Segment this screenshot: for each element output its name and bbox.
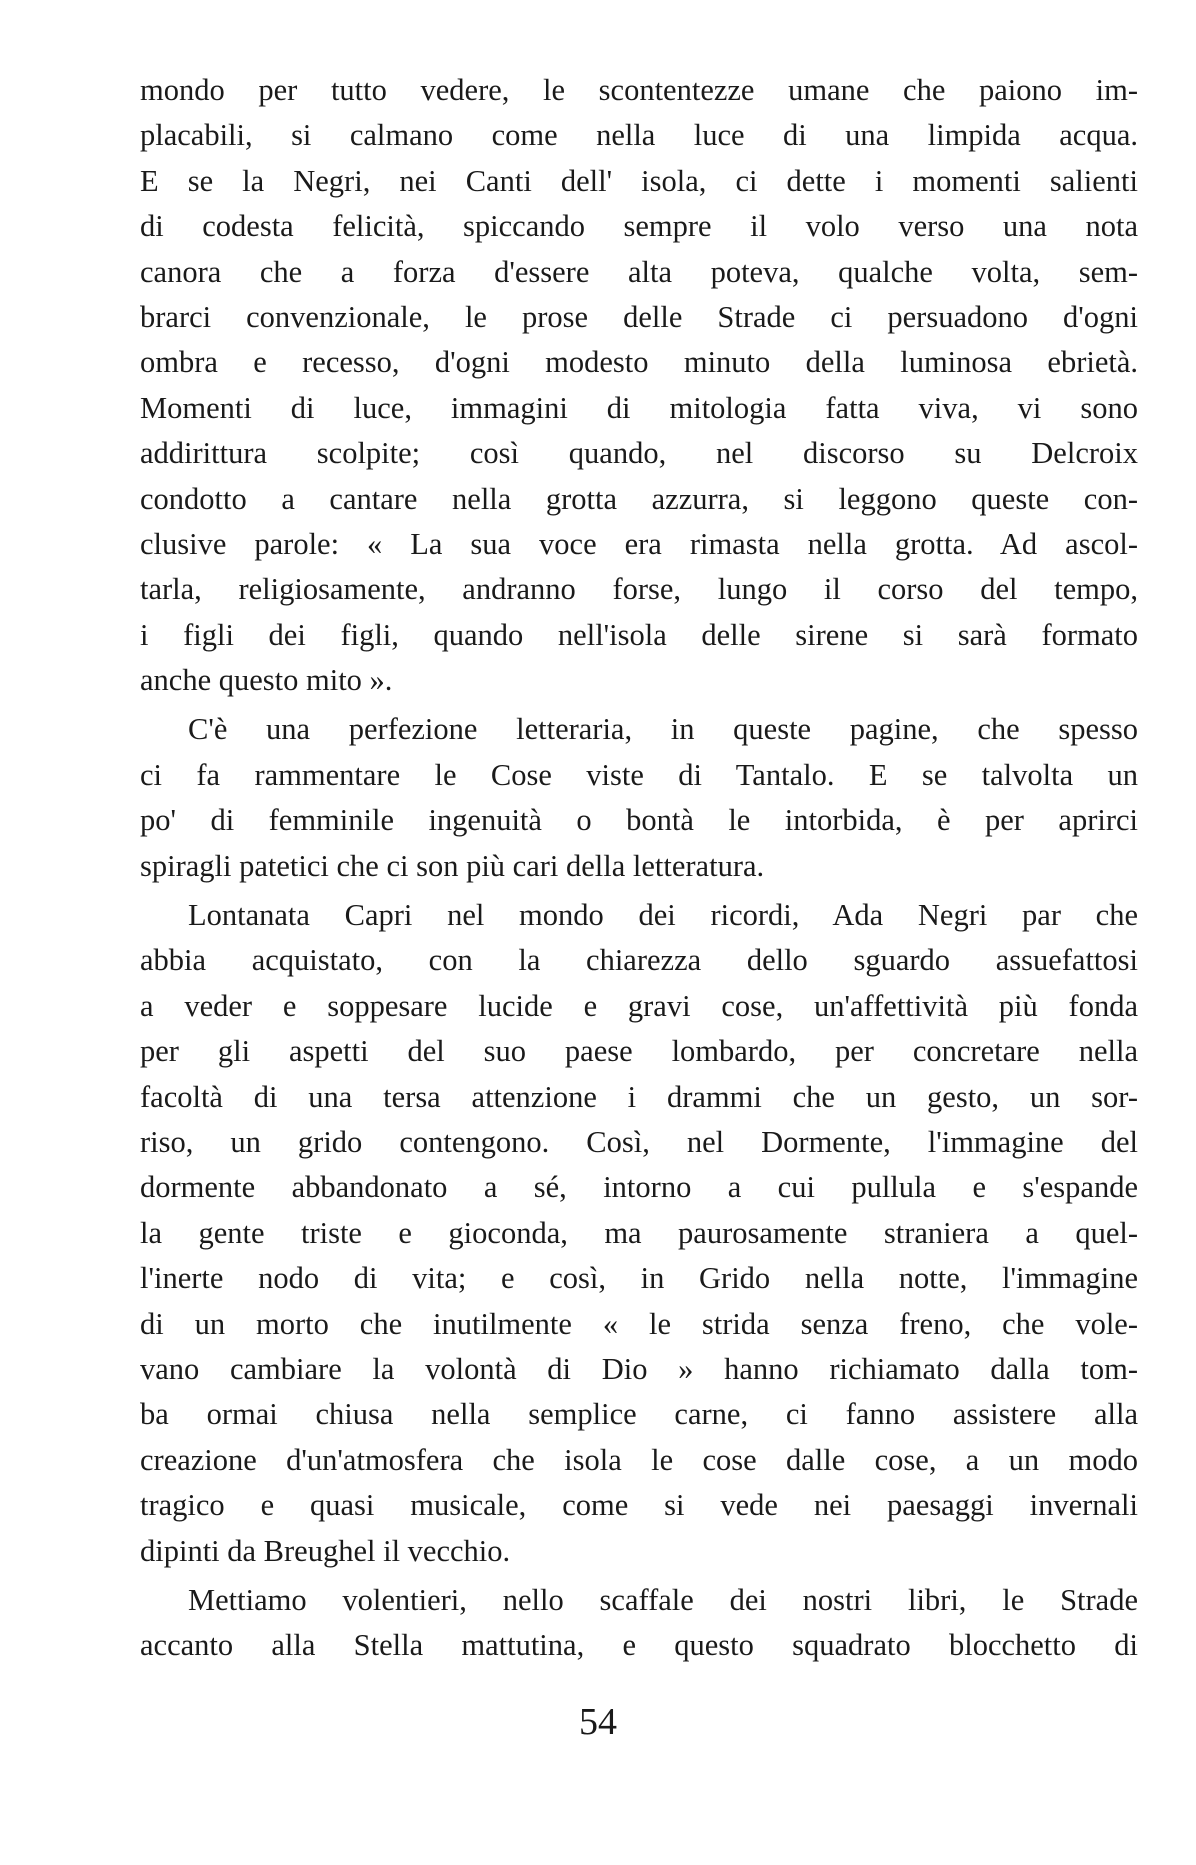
paragraph-first-line: C'è una perfezione letteraria, in queste pagine, che spesso [188,712,1138,747]
text-line: riso, un grido contengono. Così, nel Dormente, l'immagine del [140,1124,1138,1159]
book-page-text [140,68,1138,1669]
text-line: po' di femminile ingenuità o bontà le intorbida, è per aprirci [140,803,1138,838]
text-line: di codesta felicità, spiccando sempre il volo verso una nota [140,209,1138,244]
paragraph-first-line: Lontanata Capri nel mondo dei ricordi, Ada Negri par che [188,898,1138,933]
text-line: abbia acquistato, con la chiarezza dello sguardo assuefattosi [140,943,1138,978]
text-line: clusive parole: « La sua voce era rimasta nella grotta. Ad ascol- [140,526,1138,561]
text-line: dormente abbandonato a sé, intorno a cui pullula e s'espande [140,1170,1138,1205]
text-line: E se la Negri, nei Canti dell' isola, ci dette i momenti salienti [140,163,1138,198]
text-line: mondo per tutto vedere, le scontentezze umane che paiono im- [140,73,1138,107]
text-line: placabili, si calmano come nella luce di una limpida acqua. [140,118,1138,153]
text-line: ba ormai chiusa nella semplice carne, ci fanno assistere alla [140,1397,1138,1432]
text-line: tarla, religiosamente, andranno forse, lungo il corso del tempo, [140,572,1138,607]
text-line: condotto a cantare nella grotta azzurra, si leggono queste con- [140,481,1138,516]
page-number: 54 [579,1701,617,1743]
text-line: addirittura scolpite; così quando, nel discorso su Delcroix [140,436,1138,471]
paragraph-first-line: Mettiamo volentieri, nello scaffale dei nostri libri, le Strade [188,1582,1138,1617]
text-line: brarci convenzionale, le prose delle Strade ci persuadono d'ogni [140,299,1138,334]
text-line: di un morto che inutilmente « le strida senza freno, che vole- [140,1306,1138,1341]
text-line: la gente triste e gioconda, ma paurosamente straniera a quel- [140,1215,1138,1250]
text-line: ombra e recesso, d'ogni modesto minuto della luminosa ebrietà. [140,345,1138,380]
text-line: per gli aspetti del suo paese lombardo, per concretare nella [140,1034,1138,1069]
text-line: creazione d'un'atmosfera che isola le cose dalle cose, a un modo [140,1442,1138,1477]
text-line: tragico e quasi musicale, come si vede nei paesaggi invernali [140,1488,1138,1523]
text-line: anche questo mito ». [140,663,393,698]
text-line: a veder e soppesare lucide e gravi cose, un'affettività più fonda [140,988,1138,1023]
text-line: vano cambiare la volontà di Dio » hanno richiamato dalla tom- [140,1351,1138,1386]
text-line: ci fa rammentare le Cose viste di Tantalo. E se talvolta un [140,757,1138,792]
text-line: spiragli patetici che ci son più cari della letteratura. [140,848,765,883]
text-line: canora che a forza d'essere alta poteva, qualche volta, sem- [140,254,1138,289]
text-line: Momenti di luce, immagini di mitologia fatta viva, vi sono [140,390,1138,425]
text-line: facoltà di una tersa attenzione i drammi che un gesto, un sor- [140,1079,1138,1114]
text-line: accanto alla Stella mattutina, e questo squadrato blocchetto di [140,1628,1138,1663]
text-line: dipinti da Breughel il vecchio. [140,1533,511,1568]
text-line: i figli dei figli, quando nell'isola delle sirene si sarà formato [140,617,1138,652]
text-line: l'inerte nodo di vita; e così, in Grido nella notte, l'immagine [140,1261,1138,1296]
